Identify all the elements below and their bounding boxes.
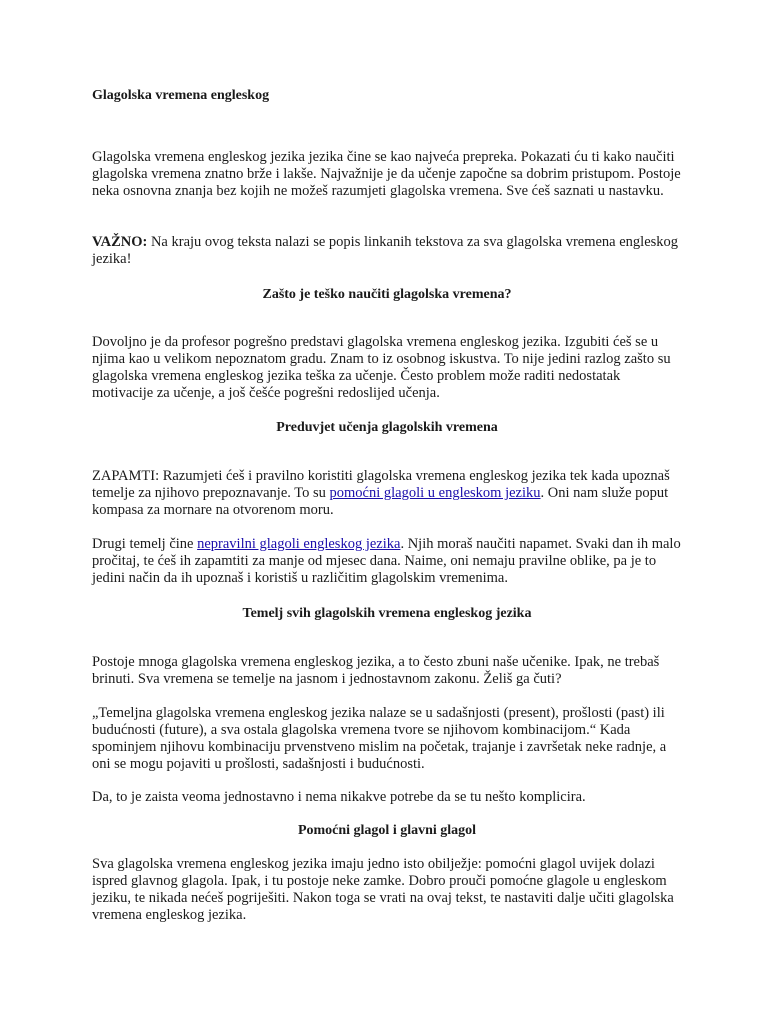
irregular-verbs-link[interactable]: nepravilni glagoli engleskog jezika [197,536,401,552]
section2-paragraph-1 [92,468,682,519]
section3-paragraph-3 [92,789,682,806]
section2-text-1 [92,468,682,519]
intro-text: Glagolska vremena engleskog jezika jezika čine se kao najveća prepreka. Pokazati ću ti kako naučiti glagolska vremena znatno brže i lakše. Najvažnije je da učenje započne sa dobrim pristupom. Postoje neka osnovna znanja bez kojih ne možeš razumjeti glagolska vremena. Sve ćeš saznati u nastavku. [92,149,681,199]
section2-p1-before: ZAPAMTI: Razumjeti ćeš i pravilno koristiti glagolska vremena engleskog jezika tek kada upoznaš temelje za njihovo prepoznavanje. To su [92,468,670,501]
important-note [92,234,682,268]
section3-text-2: „Temeljna glagolska vremena engleskog jezika nalaze se u sadašnjosti (present), prošlosti (past) ili budućnosti (future), a sva ostala glagolska vremena tvore se njihovom kombinacijom.“ Kada spominjem njihovu kombinaciju prvenstveno mislim na početak, trajanje i završetak neke radnje, a oni se mogu pojaviti u prošlosti, sadašnjosti i budućnosti. [92,705,667,772]
section2-p1-after: . Oni nam služe poput kompasa za mornare na otvorenom moru. [92,485,669,518]
section2-paragraph-2 [92,536,682,587]
section4-text: Sva glagolska vremena engleskog jezika imaju jedno isto obilježje: pomoćni glagol uvijek dolazi ispred glavnog glagola. Ipak, i tu postoje neke zamke. Dobro prouči pomoćne glagole u engleskom jeziku, te nikada nećeš pogriješiti. Nakon toga se vrati na ovaj tekst, te nastaviti dalje učiti glagolska vremena engleskog jezika. [92,856,674,923]
important-label: VAŽNO: [92,234,148,250]
section4-paragraph [92,856,682,924]
section3-paragraph-2 [92,705,682,773]
section-heading-foundation: Temelj svih glagolskih vremena engleskog jezika [242,606,532,621]
section-heading-auxiliary-main: Pomoćni glagol i glavni glagol [297,823,477,838]
section1-text: Dovoljno je da profesor pogrešno predstavi glagolska vremena engleskog jezika. Izgubiti ćeš se u njima kao u velikom nepoznatom gradu. Znam to iz osobnog iskustva. To nije jedini razlog zašto su glagolska vremena engleskog jezika teška za učenje. Često problem može raditi nedostatak motivacije za učenje, a još češće pogrešni redoslijed učenja. [92,334,671,401]
section1-paragraph [92,334,682,402]
section-heading-prerequisite: Preduvjet učenja glagolskih vremena [276,420,498,435]
section3-paragraph-1 [92,654,682,688]
section-heading-why-hard: Zašto je teško naučiti glagolska vremena? [262,287,512,302]
auxiliary-verbs-link[interactable]: pomoćni glagoli u engleskom jeziku [329,485,541,501]
document-title: Glagolska vremena engleskog [92,88,270,103]
section2-p2-before: Drugi temelj čine [92,536,198,552]
intro-paragraph [92,149,682,200]
important-text: Na kraju ovog teksta nalazi se popis linkanih tekstova za sva glagolska vremena engleskog jezika! [92,234,679,267]
section2-text-2 [92,536,682,587]
important-paragraph [92,234,682,268]
section3-text-3: Da, to je zaista veoma jednostavno i nema nikakve potrebe da se tu nešto komplicira. [92,789,586,805]
section2-p2-after: . Njih moraš naučiti napamet. Svaki dan ih malo pročitaj, te ćeš ih zapamtiti za manje od mjesec dana. Naime, oni nemaju pravilne oblike, pa je to jedini način da ih upoznaš i koristiš u različitim glagolskim vremenima. [92,536,681,586]
section3-text-1: Postoje mnoga glagolska vremena engleskog jezika, a to često zbuni naše učenike. Ipak, ne trebaš brinuti. Sva vremena se temelje na jasnom i jednostavnom zakonu. Želiš ga čuti? [92,654,660,687]
